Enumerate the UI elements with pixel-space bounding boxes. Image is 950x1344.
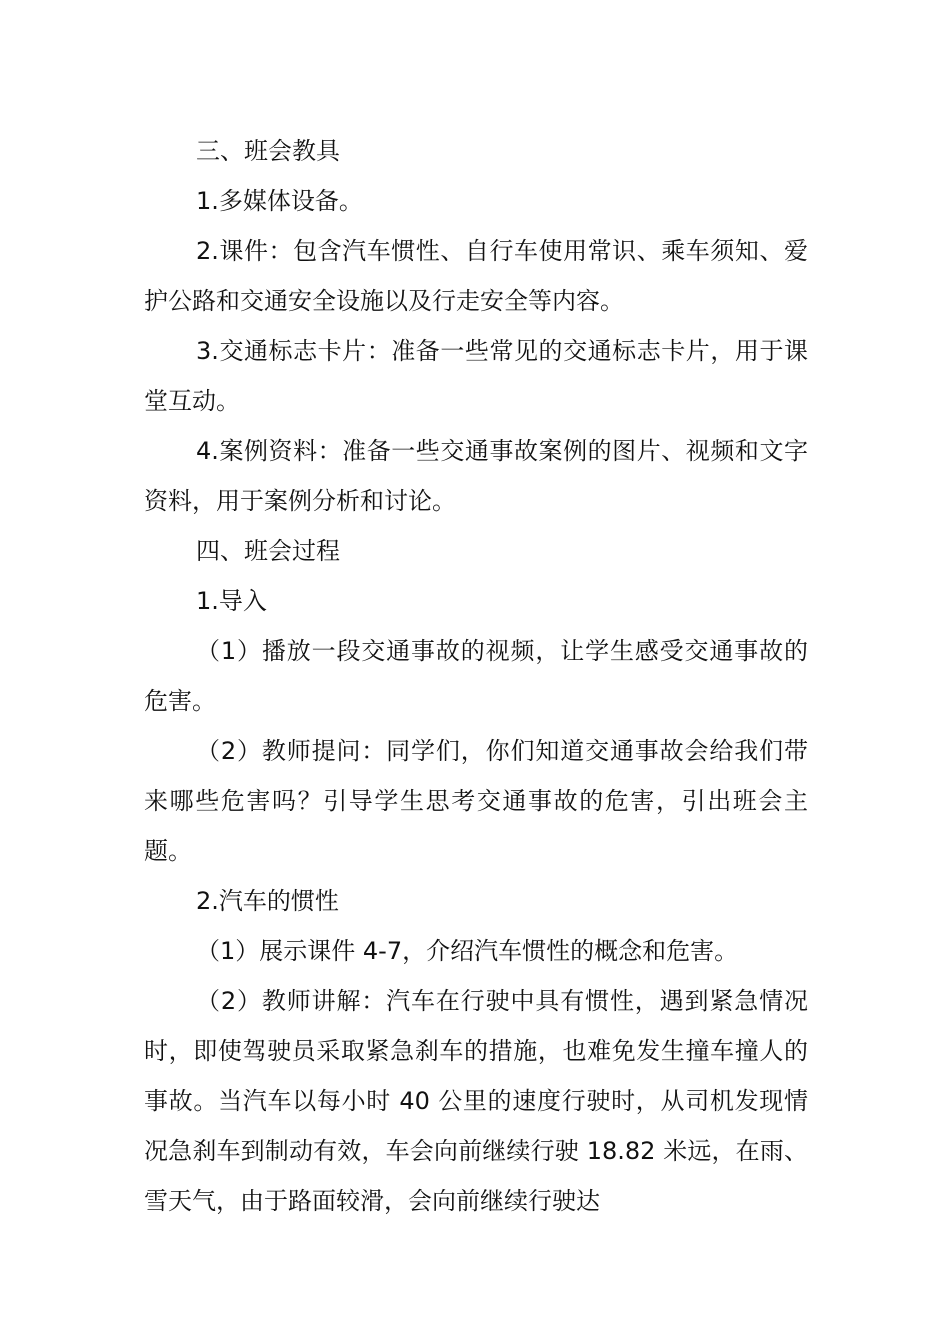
paragraph-play-video: （1）播放一段交通事故的视频，让学生感受交通事故的危害。 [144,637,808,715]
paragraph-teacher-question: （2）教师提问：同学们，你们知道交通事故会给我们带来哪些危害吗？引导学生思考交通事故的危害，引出班会主题。 [144,737,808,865]
list-item-courseware: 2.课件：包含汽车惯性、自行车使用常识、乘车须知、爱护公路和交通安全设施以及行走安全等内容。 [144,237,808,315]
section-heading-meeting-process: 四、班会过程 [196,537,340,565]
list-item-traffic-sign-cards: 3.交通标志卡片：准备一些常见的交通标志卡片，用于课堂互动。 [144,337,808,415]
section-heading-teaching-aids: 三、班会教具 [196,137,340,165]
subheading-introduction: 1.导入 [196,587,267,615]
paragraph-teacher-explanation: （2）教师讲解：汽车在行驶中具有惯性，遇到紧急情况时，即使驾驶员采取紧急刹车的措施，也难免发生撞车撞人的事故。当汽车以每小时 40 公里的速度行驶时，从司机发现情况急刹车到制动有效，车会向前继续行驶 18.82 米远，在雨、雪天气，由于路面较滑，会向前继续行驶达 [144,987,808,1215]
subheading-car-inertia: 2.汽车的惯性 [196,887,339,915]
paragraph-show-courseware: （1）展示课件 4-7，介绍汽车惯性的概念和危害。 [196,937,739,965]
list-item-multimedia: 1.多媒体设备。 [196,187,363,215]
list-item-case-materials: 4.案例资料：准备一些交通事故案例的图片、视频和文字资料，用于案例分析和讨论。 [144,437,808,515]
document-body [144,126,808,1226]
